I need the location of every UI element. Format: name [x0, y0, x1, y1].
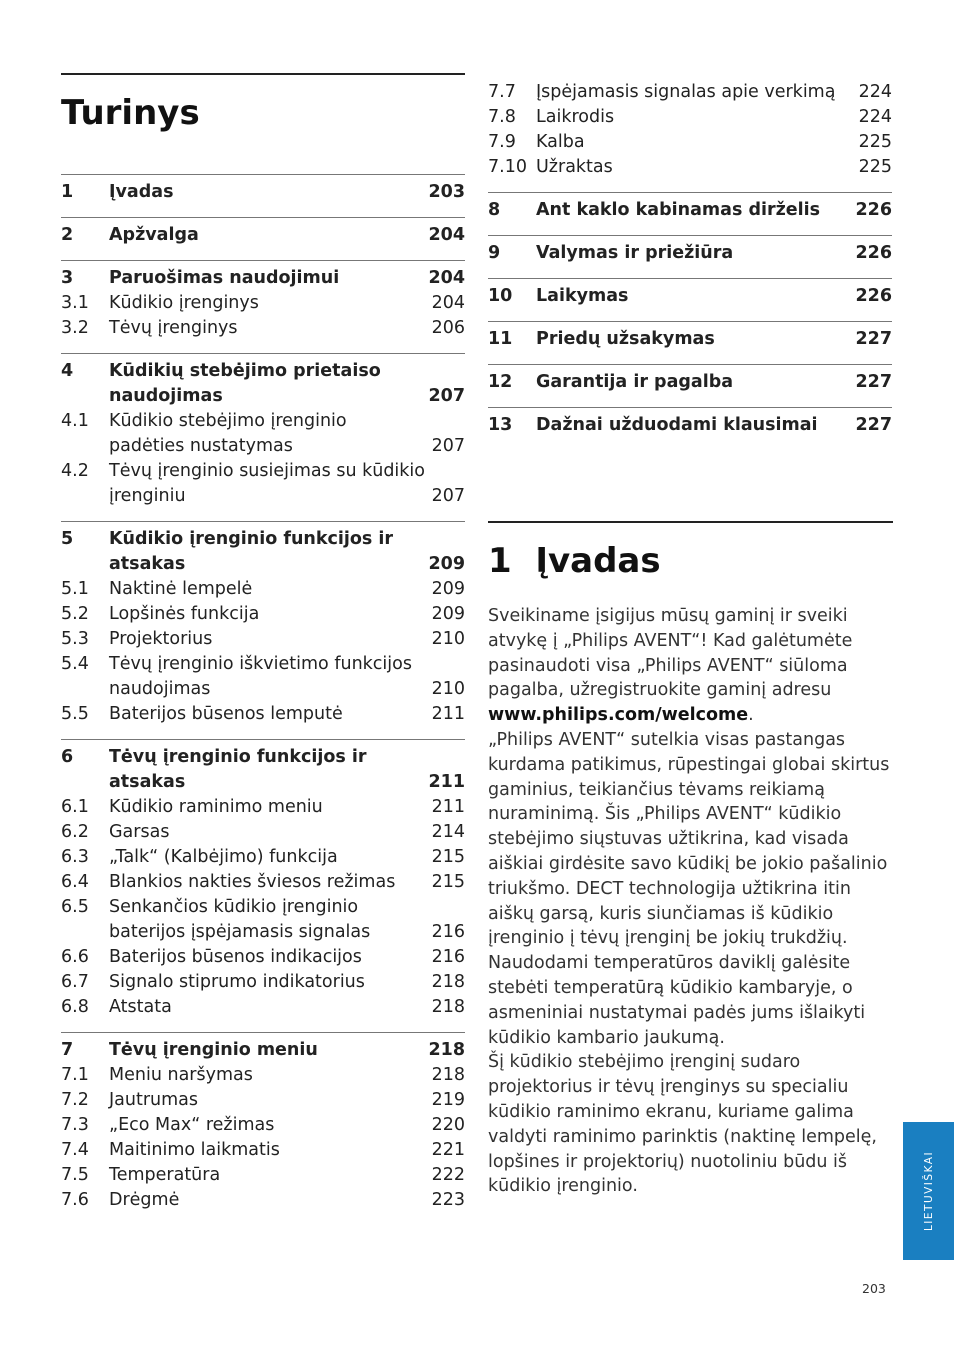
language-tab: [903, 1122, 954, 1260]
toc-entry[interactable]: [488, 413, 892, 438]
toc-entry-num: 7.7: [488, 82, 516, 102]
toc-entry[interactable]: [61, 1138, 465, 1163]
toc-entry-label: Kūdikio raminimo meniu: [109, 797, 323, 817]
toc-entry-label: Temperatūra: [109, 1165, 221, 1185]
toc-entry-label: Apžvalga: [109, 225, 199, 245]
toc-entry-label: Įvadas: [109, 182, 174, 202]
toc-entry-page: 211: [431, 797, 465, 817]
toc-section: [488, 80, 892, 192]
toc-entry-label: Kalba: [536, 132, 585, 152]
toc-entry-num: 10: [488, 286, 513, 306]
toc-entry-num: 4.2: [61, 461, 89, 481]
toc-entry-num: 3: [61, 268, 74, 288]
toc-entry-label: Lopšinės funkcija: [109, 604, 260, 624]
toc-entry[interactable]: [488, 155, 892, 180]
toc-entry-label: Signalo stiprumo indikatorius: [109, 972, 365, 992]
toc-entry[interactable]: [61, 459, 465, 509]
toc-entry-num: 6.3: [61, 847, 89, 867]
toc-entry-page: 225: [858, 132, 892, 152]
toc-entry-label: Drėgmė: [109, 1190, 180, 1210]
toc-entry[interactable]: [488, 198, 892, 223]
toc-entry-page: 216: [431, 947, 465, 967]
toc-entry[interactable]: [61, 845, 465, 870]
toc-entry[interactable]: [61, 895, 465, 945]
toc-entry[interactable]: [488, 105, 892, 130]
toc-entry-label: Kūdikio įrenginio funkcijos ir atsakas: [109, 529, 394, 574]
toc-entry-num: 7.9: [488, 132, 516, 152]
toc-entry-num: 6.7: [61, 972, 89, 992]
toc-entry-num: 6.6: [61, 947, 89, 967]
toc-entry-num: 7.5: [61, 1165, 89, 1185]
toc-entry-label: Baterijos būsenos lemputė: [109, 704, 343, 724]
toc-entry-label: Garsas: [109, 822, 170, 842]
toc-entry[interactable]: [61, 1088, 465, 1113]
toc-section: [488, 235, 892, 278]
toc-entry-page: 209: [428, 554, 465, 574]
toc-section: [61, 353, 465, 521]
toc-entry-label: „Eco Max“ režimas: [109, 1115, 275, 1135]
toc-entry-page: 223: [431, 1190, 465, 1210]
toc-entry[interactable]: [488, 370, 892, 395]
toc-entry-page: 226: [855, 200, 892, 220]
toc-entry-page: 210: [431, 629, 465, 649]
toc-section: [488, 321, 892, 364]
toc-entry-num: 7.4: [61, 1140, 89, 1160]
toc-entry-num: 6.2: [61, 822, 89, 842]
toc-entry-page: 211: [431, 704, 465, 724]
toc-entry[interactable]: [61, 995, 465, 1020]
toc-entry[interactable]: [61, 1188, 465, 1213]
intro-text: [488, 604, 893, 1199]
toc-entry[interactable]: [61, 180, 465, 205]
toc-entry-num: 6.5: [61, 897, 89, 917]
toc-entry-page: 224: [858, 107, 892, 127]
intro-paragraph-3: Naudodami temperatūros daviklį galėsite stebėti temperatūrą kūdikio kambaryje, o asmeniniai nustatymai padės jums išlaikyti kūdikio kambario jaukumą.: [488, 953, 866, 1048]
toc-entry[interactable]: [61, 745, 465, 795]
toc-entry-label: Tėvų įrenginio funkcijos ir atsakas: [109, 747, 367, 792]
toc-section: [61, 217, 465, 260]
toc-entry[interactable]: [61, 291, 465, 316]
toc-entry-num: 5.5: [61, 704, 89, 724]
toc-entry[interactable]: [61, 266, 465, 291]
language-tab-label: LIETUVIŠKAI: [922, 1150, 935, 1232]
toc-entry[interactable]: [61, 795, 465, 820]
toc-entry-page: 227: [855, 329, 892, 349]
toc-entry[interactable]: [488, 327, 892, 352]
toc-entry-label: Tėvų įrenginio susiejimas su kūdikio įrenginiu: [109, 461, 425, 506]
toc-entry-num: 5.2: [61, 604, 89, 624]
toc-entry-label: Dažnai užduodami klausimai: [536, 415, 818, 435]
toc-entry-label: Tėvų įrenginys: [109, 318, 238, 338]
toc-entry-num: 5.1: [61, 579, 89, 599]
toc-entry-page: 206: [431, 318, 465, 338]
toc-entry-label: Paruošimas naudojimui: [109, 268, 340, 288]
toc-section: [61, 1032, 465, 1225]
toc-entry-num: 5: [61, 529, 74, 549]
toc-entry-num: 4.1: [61, 411, 89, 431]
toc-entry-num: 6: [61, 747, 74, 767]
toc-entry[interactable]: [61, 1038, 465, 1063]
toc-entry[interactable]: [61, 1113, 465, 1138]
toc-entry-page: 204: [428, 268, 465, 288]
toc-entry-page: 207: [428, 386, 465, 406]
toc-entry-page: 221: [431, 1140, 465, 1160]
title-underline: [61, 174, 465, 175]
toc-entry-page: 222: [431, 1165, 465, 1185]
toc-entry-label: Blankios nakties šviesos režimas: [109, 872, 396, 892]
toc-entry[interactable]: [61, 316, 465, 341]
toc-entry-label: Atstata: [109, 997, 172, 1017]
toc-entry-page: 204: [431, 293, 465, 313]
toc-entry-num: 7.10: [488, 157, 527, 177]
toc-entry-label: Valymas ir priežiūra: [536, 243, 734, 263]
toc-entry-num: 6.8: [61, 997, 89, 1017]
toc-entry[interactable]: [61, 527, 465, 577]
toc-entry[interactable]: [61, 409, 465, 459]
toc-entry-label: Kūdikio įrenginys: [109, 293, 259, 313]
toc-entry-label: Jautrumas: [109, 1090, 199, 1110]
intro-text-span: Sveikiname įsigijus mūsų gaminį ir sveiki atvykę į „Philips AVENT“! Kad galėtumėte pasinaudoti visa „Philips AVENT“ siūloma pagalba, užregistruokite gaminį adresu: [488, 606, 853, 701]
toc-entry-label: Ant kaklo kabinamas dirželis: [536, 200, 821, 220]
toc-entry-page: 218: [431, 997, 465, 1017]
toc-entry-page: 215: [431, 847, 465, 867]
toc-entry-num: 12: [488, 372, 513, 392]
toc-entry[interactable]: [61, 602, 465, 627]
top-rule-left: [61, 73, 465, 75]
toc-entry-num: 7.1: [61, 1065, 89, 1085]
toc-entry-num: 8: [488, 200, 501, 220]
toc-entry[interactable]: [488, 80, 892, 105]
toc-entry-label: Senkančios kūdikio įrenginio baterijos įspėjamasis signalas: [109, 897, 371, 942]
toc-entry[interactable]: [61, 577, 465, 602]
toc-entry[interactable]: [488, 284, 892, 309]
toc-entry[interactable]: [61, 1063, 465, 1088]
toc-entry-page: 226: [855, 243, 892, 263]
intro-text-span: .: [748, 705, 754, 726]
toc-entry-page: 204: [428, 225, 465, 245]
toc-entry-num: 7: [61, 1040, 74, 1060]
toc-entry-page: 227: [855, 415, 892, 435]
toc-entry-num: 3.2: [61, 318, 89, 338]
toc-entry[interactable]: [488, 130, 892, 155]
toc-entry-label: Projektorius: [109, 629, 213, 649]
toc-entry-num: 6.4: [61, 872, 89, 892]
toc-entry-page: 209: [431, 579, 465, 599]
page-title: Turinys: [61, 93, 200, 133]
toc-entry-num: 7.6: [61, 1190, 89, 1210]
toc-entry-page: 207: [431, 436, 465, 456]
toc-entry-page: 215: [431, 872, 465, 892]
toc-entry-page: 211: [428, 772, 465, 792]
toc-entry-page: 226: [855, 286, 892, 306]
toc-section: [61, 521, 465, 739]
toc-entry-page: 218: [431, 1065, 465, 1085]
toc-entry-label: Garantija ir pagalba: [536, 372, 734, 392]
intro-paragraph-2: „Philips AVENT“ sutelkia visas pastangas kurdama patikimus, rūpestingai globai skirtus gaminius, teikiančius tėvams reikiamą nuraminimą. Šis „Philips AVENT“ kūdikio stebėjimo siųstuvas užtikrina, kad visada aiškiai girdėsite savo kūdikį be jokio pašalinio triukšmo. DECT technologija užtikrina itin aiškų garsą, kuris siunčiamas iš kūdikio įrenginio į tėvų įrenginį be jokių trukdžių.: [488, 729, 890, 949]
toc-section: [488, 364, 892, 407]
toc-entry-num: 7.8: [488, 107, 516, 127]
toc-entry-page: 225: [858, 157, 892, 177]
toc-entry-label: Užraktas: [536, 157, 613, 177]
toc-entry-num: 3.1: [61, 293, 89, 313]
toc-entry[interactable]: [61, 1163, 465, 1188]
toc-entry-page: 214: [431, 822, 465, 842]
toc-entry-page: 218: [428, 1040, 465, 1060]
toc-entry-label: Naktinė lempelė: [109, 579, 253, 599]
toc-entry-page: 220: [431, 1115, 465, 1135]
toc-entry-page: 209: [431, 604, 465, 624]
toc-entry-page: 210: [431, 679, 465, 699]
toc-entry-page: 207: [431, 486, 465, 506]
toc-entry-page: 216: [431, 922, 465, 942]
toc-entry-num: 7.3: [61, 1115, 89, 1135]
toc-entry-num: 6.1: [61, 797, 89, 817]
toc-entry[interactable]: [61, 223, 465, 248]
toc-section: [61, 260, 465, 353]
page-number: 203: [862, 1281, 886, 1296]
toc-entry-label: Tėvų įrenginio meniu: [109, 1040, 318, 1060]
toc-entry-label: Kūdikio stebėjimo įrenginio padėties nustatymas: [109, 411, 347, 456]
toc-entry-page: 219: [431, 1090, 465, 1110]
intro-paragraph-1: [488, 604, 893, 728]
toc-entry[interactable]: [61, 970, 465, 995]
toc-entry[interactable]: [61, 870, 465, 895]
toc-entry[interactable]: [61, 702, 465, 727]
toc-entry-label: Laikymas: [536, 286, 629, 306]
toc-entry-page: 224: [858, 82, 892, 102]
intro-paragraph-4: Šį kūdikio stebėjimo įrenginį sudaro projektorius ir tėvų įrenginys su specialiu kūdikio raminimo ekranu, kuriame galima valdyti raminimo parinktis (naktinę lempelę, lopšines ir projektorių) nuotoliniu būdu iš kūdikio įrenginio.: [488, 1052, 877, 1197]
toc-section: [61, 739, 465, 1032]
welcome-url[interactable]: www.philips.com/welcome: [488, 705, 749, 726]
toc-entry-label: Laikrodis: [536, 107, 615, 127]
toc-entry-num: 9: [488, 243, 501, 263]
section-rule: [488, 521, 893, 523]
toc-entry-num: 4: [61, 361, 74, 381]
toc-entry-page: 227: [855, 372, 892, 392]
toc-entry-num: 11: [488, 329, 513, 349]
toc-entry[interactable]: [61, 359, 465, 409]
toc-entry[interactable]: [61, 627, 465, 652]
toc-left-column: [61, 180, 465, 1225]
section-heading: 1 Įvadas: [488, 541, 661, 581]
toc-entry-label: Baterijos būsenos indikacijos: [109, 947, 362, 967]
toc-entry[interactable]: [61, 820, 465, 845]
toc-entry-label: Tėvų įrenginio iškvietimo funkcijos naudojimas: [109, 654, 412, 699]
toc-right-column: [488, 80, 892, 450]
toc-entry-num: 7.2: [61, 1090, 89, 1110]
toc-entry-label: Maitinimo laikmatis: [109, 1140, 280, 1160]
toc-entry-num: 2: [61, 225, 74, 245]
toc-entry[interactable]: [488, 241, 892, 266]
toc-entry-label: Priedų užsakymas: [536, 329, 715, 349]
toc-entry-label: „Talk“ (Kalbėjimo) funkcija: [109, 847, 338, 867]
toc-entry-label: Kūdikių stebėjimo prietaiso naudojimas: [109, 361, 381, 406]
toc-entry-num: 5.4: [61, 654, 89, 674]
toc-entry[interactable]: [61, 945, 465, 970]
toc-entry-page: 203: [428, 182, 465, 202]
toc-section: [488, 407, 892, 450]
toc-entry-label: Įspėjamasis signalas apie verkimą: [536, 82, 836, 102]
toc-entry[interactable]: [61, 652, 465, 702]
toc-entry-page: 218: [431, 972, 465, 992]
toc-section: [488, 192, 892, 235]
toc-section: [61, 180, 465, 217]
toc-entry-num: 5.3: [61, 629, 89, 649]
toc-entry-label: Meniu naršymas: [109, 1065, 253, 1085]
toc-entry-num: 13: [488, 415, 513, 435]
toc-section: [488, 278, 892, 321]
toc-entry-num: 1: [61, 182, 74, 202]
